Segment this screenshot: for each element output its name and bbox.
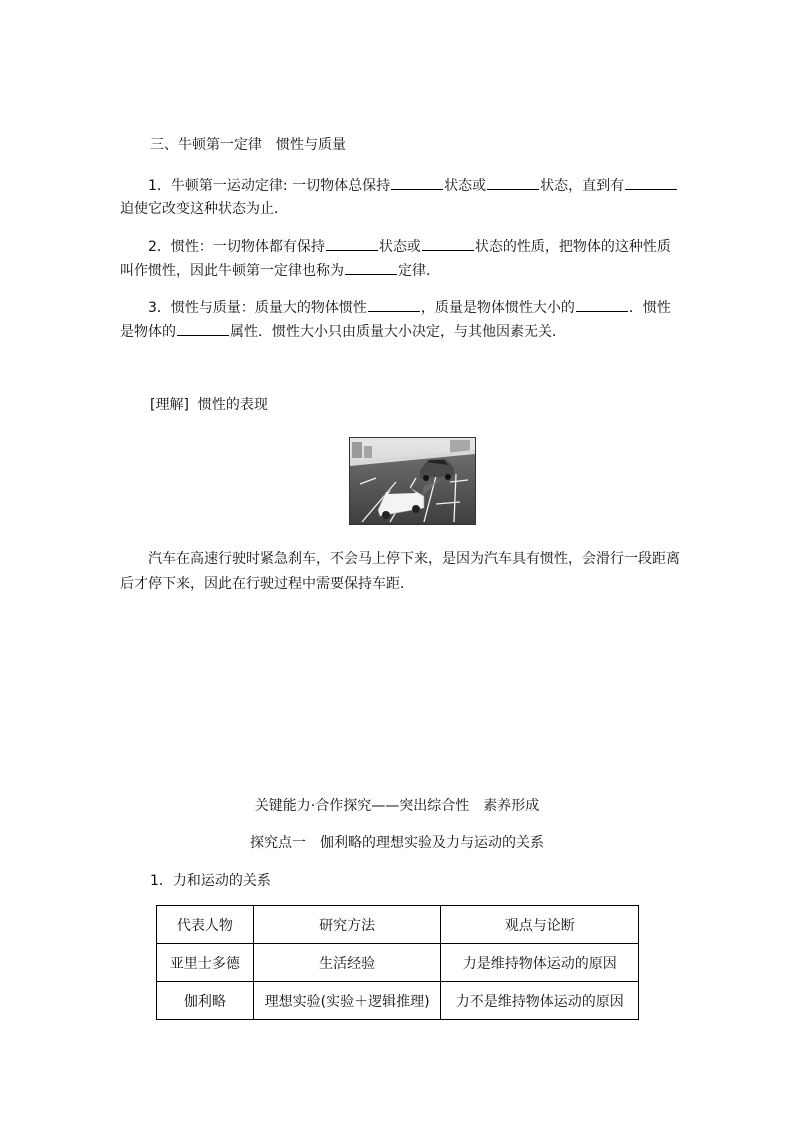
car-braking-image: [350, 438, 475, 524]
table-row: [157, 944, 639, 982]
p3-text-b: ，质量是物体惯性大小的: [420, 300, 575, 316]
key-ability-title: 关键能力·合作探究——突出综合性 素养形成: [254, 798, 540, 814]
paragraph-2-line-1: [148, 237, 671, 256]
p2-text-c: 状态的性质，把物体的这种性质: [474, 239, 671, 255]
table-header-row: [157, 906, 639, 944]
explore-point-title: 探究点一 伽利略的理想实验及力与运动的关系: [250, 835, 544, 851]
table-cell: 伽利略: [157, 982, 254, 1020]
understanding-heading: [150, 396, 268, 414]
paragraph-3-line-1: [148, 298, 671, 317]
table-cell: 生活经验: [253, 944, 441, 982]
blank-field: [391, 176, 443, 190]
p3-text-c: ．惯性: [628, 300, 671, 316]
p2-number: 2．: [148, 239, 171, 255]
paragraph-2-line-2: [120, 261, 440, 280]
item-force-motion: 1．力和运动的关系: [150, 873, 271, 889]
blank-field: [422, 237, 474, 251]
p2-text-b: 状态或: [378, 239, 421, 255]
understanding-tag: [理解]: [150, 397, 189, 413]
p3-number: 3．: [148, 300, 171, 316]
table-row: [157, 982, 639, 1020]
p2-text-e: 定律．: [398, 263, 440, 279]
table-cell: 亚里士多德: [157, 944, 254, 982]
table-cell: 理想实验(实验＋逻辑推理): [253, 982, 441, 1020]
blank-field: [345, 261, 397, 275]
blank-field: [576, 298, 628, 312]
understanding-title: 惯性的表现: [197, 397, 268, 413]
understanding-text-line-1: 汽车在高速行驶时紧急刹车，不会马上停下来，是因为汽车具有惯性，会滑行一段距离: [148, 551, 680, 567]
p1-number: 1．: [148, 178, 171, 194]
p2-text-a: 惯性：一切物体都有保持: [170, 239, 325, 255]
blank-field: [487, 176, 539, 190]
blank-field: [326, 237, 378, 251]
p2-text-d: 叫作惯性，因此牛顿第一定律也称为: [120, 263, 344, 279]
table-header: 代表人物: [157, 906, 254, 944]
p1-text-d: 迫使它改变这种状态为止．: [120, 201, 288, 217]
paragraph-1-line-1: [148, 176, 678, 195]
table-header: 观点与论断: [441, 906, 639, 944]
section-heading: 三、牛顿第一定律 惯性与质量: [150, 137, 346, 153]
p3-text-e: 属性．惯性大小只由质量大小决定，与其他因素无关．: [230, 324, 566, 340]
p1-text-a: 牛顿第一运动定律: 一切物体总保持: [170, 178, 391, 194]
car-braking-illustration: [349, 437, 476, 525]
blank-field: [625, 176, 677, 190]
force-motion-table: [156, 905, 639, 1020]
p1-text-b: 状态或: [444, 178, 487, 194]
table-cell: 力不是维持物体运动的原因: [441, 982, 639, 1020]
table-cell: 力是维持物体运动的原因: [441, 944, 639, 982]
p1-text-c: 状态，直到有: [540, 178, 625, 194]
p3-text-d: 是物体的: [120, 324, 176, 340]
understanding-text-line-2: 后才停下来，因此在行驶过程中需要保持车距．: [120, 576, 414, 592]
paragraph-3-line-2: [120, 322, 566, 341]
blank-field: [177, 322, 229, 336]
p3-text-a: 惯性与质量：质量大的物体惯性: [170, 300, 367, 316]
table-header: 研究方法: [253, 906, 441, 944]
blank-field: [368, 298, 420, 312]
